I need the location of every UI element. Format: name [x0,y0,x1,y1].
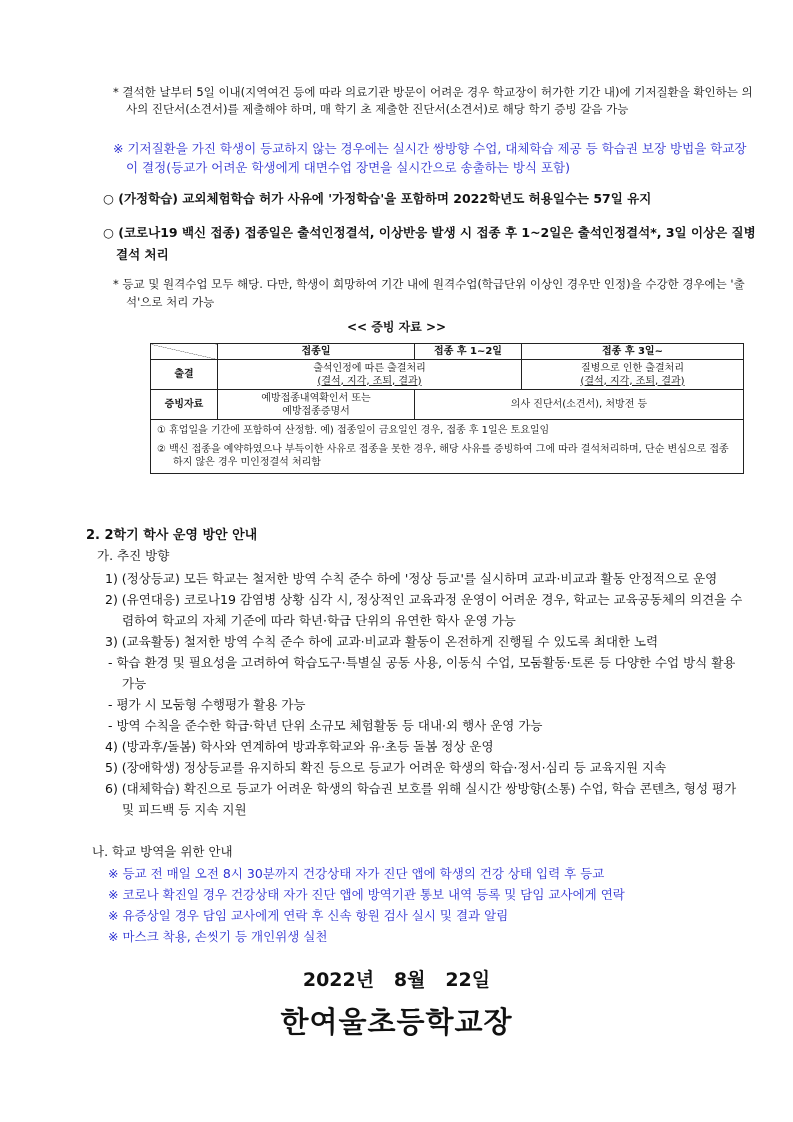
evidence-docs-vaccination-line1: 예방접종내역확인서 또는 [261,392,371,404]
safety-notices [108,863,748,947]
evidence-title: << 증빙 자료 >> [346,320,447,334]
section2-ga: 가. 추진 방향 [97,548,170,563]
evidence-table [150,343,744,474]
section2-dash-1: - 학습 환경 및 필요성을 고려하여 학습도구·특별실 공동 사용, 이동식 수업, 모둠활동·토론 등 다양한 수업 방식 활용 가능 [108,655,736,691]
section2-dash-2: - 평가 시 모둠형 수행평가 활용 가능 [108,697,306,712]
evidence-attendance-recognized [218,360,522,390]
evidence-note-2: ② 백신 접종을 예약하였으나 부득이한 사유로 접종을 못한 경우, 해당 사유를 증빙하여 그에 따라 결석처리하며, 단순 변심으로 접종하지 않은 경우 미인정결석 처리함 [157,444,729,468]
section2-heading: 2. 2학기 학사 운영 방안 안내 [86,528,258,543]
evidence-attendance-illness-line2: (결석, 지각, 조퇴, 결과) [580,375,685,387]
section2-na: 나. 학교 방역을 위한 안내 [92,844,233,859]
evidence-col-vaccination-day: 접종일 [218,344,415,360]
safety-notice-4: ※ 마스크 착용, 손씻기 등 개인위생 실천 [108,929,328,944]
vaccine-note: * 등교 및 원격수업 모두 해당. 다만, 학생이 희망하여 기간 내에 원격수업(학급단위 이상인 경우만 인정)을 수강한 경우에는 '출석'으로 처리 가능 [113,277,745,309]
evidence-note-1: ① 휴업일을 기간에 포함하여 산정함. 예) 접종일이 금요일인 경우, 접종 후 1일은 토요일임 [157,425,550,436]
evidence-attendance-recognized-line2: (결석, 지각, 조퇴, 결과) [317,375,422,387]
section2-item-2: 2) (유연대응) 코로나19 감염병 상황 심각 시, 정상적인 교육과정 운영이 어려운 경우, 학교는 교육공동체의 의견을 수렴하여 학교의 자체 기준에 따라 학년·학급 단위의 유연한 학사 운영 가능 [105,592,743,628]
section2-list [105,568,745,820]
evidence-attendance-illness-line1: 질병으로 인한 출결처리 [581,362,684,374]
evidence-attendance-illness [522,360,744,390]
safety-notice-2: ※ 코로나 확진일 경우 건강상태 자가 진단 앱에 방역기관 통보 내역 등록 및 담임 교사에게 연락 [108,887,625,902]
evidence-notes [151,420,744,474]
evidence-docs-vaccination-line2: 예방접종증명서 [282,405,350,417]
section2-item-4: 4) (방과후/돌봄) 학사와 연계하여 방과후학교와 유·초등 돌봄 정상 운영 [105,739,494,754]
safety-notice-3: ※ 유증상일 경우 담임 교사에게 연락 후 신속 항원 검사 실시 및 결과 알림 [108,908,509,923]
bullet-home-learning: ○ (가정학습) 교외체험학습 허가 사유에 '가정학습'을 포함하며 2022학년도 허용일수는 57일 유지 [103,191,652,206]
evidence-col-day3: 접종 후 3일~ [522,344,744,360]
footer-date: 2022년 8월 22일 [302,969,491,991]
section2-item-3: 3) (교육활동) 철저한 방역 수칙 준수 하에 교과·비교과 활동이 온전하게 진행될 수 있도록 최대한 노력 [105,634,659,649]
evidence-corner-cell [151,344,218,360]
top-note-2: ※ 기저질환을 가진 학생이 등교하지 않는 경우에는 실시간 쌍방향 수업, 대체학습 제공 등 학습권 보장 방법을 학교장이 결정(등교가 어려운 학생에게 대면수업 장면을 실시간으로 송출하는 방식 포함) [113,141,747,175]
top-note-1: * 결석한 날부터 5일 이내(지역여건 등에 따라 의료기관 방문이 어려운 경우 학교장이 허가한 기간 내)에 기저질환을 확인하는 의사의 진단서(소견서)를 제출해야 하며, 매 학기 초 제출한 진단서(소견서)로 해당 학기 증빙 갈음 가능 [113,85,753,116]
section2-item-1: 1) (정상등교) 모든 학교는 철저한 방역 수칙 준수 하에 '정상 등교'를 실시하며 교과·비교과 활동 안정적으로 운영 [105,571,718,586]
bullet-vaccine: ○ (코로나19 백신 접종) 접종일은 출석인정결석, 이상반응 발생 시 접종 후 1~2일은 출석인정결석*, 3일 이상은 질병결석 처리 [103,225,756,262]
evidence-docs-vaccination [218,390,415,420]
evidence-col-day1-2: 접종 후 1~2일 [415,344,522,360]
section2-item-6: 6) (대체학습) 확진으로 등교가 어려운 학생의 학습권 보호를 위해 실시간 쌍방향(소통) 수업, 학습 콘텐츠, 형성 평가 및 피드백 등 지속 지원 [105,781,737,817]
section2-dash-3: - 방역 수칙을 준수한 학급·학년 단위 소규모 체험활동 등 대내·외 행사 운영 가능 [108,718,543,733]
footer-signer: 한여울초등학교장 [280,1005,513,1039]
evidence-attendance-recognized-line1: 출석인정에 따른 출결처리 [313,362,426,374]
section2-item-5: 5) (장애학생) 정상등교를 유지하되 확진 등으로 등교가 어려운 학생의 학습·정서·심리 등 교육지원 지속 [105,760,667,775]
evidence-docs-doctor: 의사 진단서(소견서), 처방전 등 [415,390,744,420]
evidence-row-docs-label: 증빙자료 [151,390,218,420]
evidence-row-attendance-label: 출결 [151,360,218,390]
safety-notice-1: ※ 등교 전 매일 오전 8시 30분까지 건강상태 자가 진단 앱에 학생의 건강 상태 입력 후 등교 [108,866,605,881]
